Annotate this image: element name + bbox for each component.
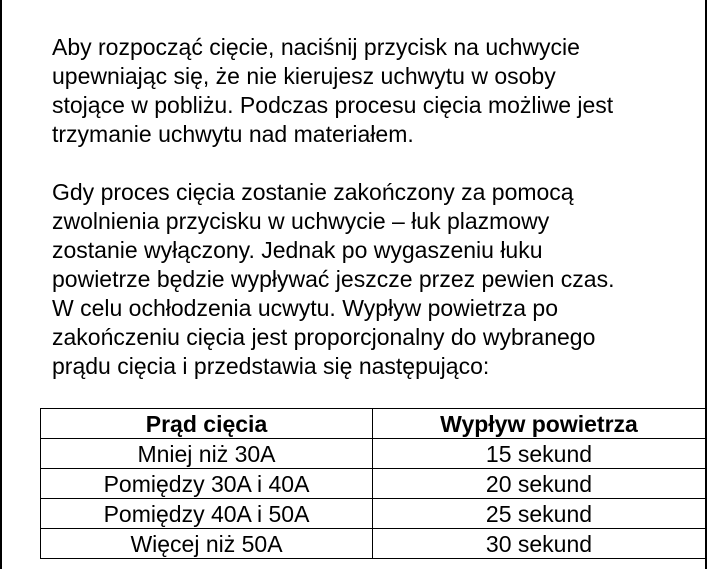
header-air-outflow: Wypływ powietrza	[373, 409, 706, 439]
air-outflow-table	[40, 408, 706, 559]
cell-current: Pomiędzy 40A i 50A	[41, 499, 373, 529]
paragraph-start-cutting: Aby rozpocząć cięcie, naciśnij przycisk na uchwycie upewniając się, że nie kierujesz uchwytu w osoby stojące w pobliżu. Podczas procesu cięcia możliwe jest trzymanie uchwytu nad materiałem.	[52, 34, 614, 147]
cell-current: Mniej niż 30A	[41, 439, 373, 469]
cell-current: Pomiędzy 30A i 40A	[41, 469, 373, 499]
air-outflow-table-wrap	[40, 408, 705, 559]
table-header-row	[41, 409, 706, 439]
cell-outflow: 20 sekund	[373, 469, 706, 499]
document-body	[52, 33, 692, 381]
cell-current: Więcej niż 50A	[41, 529, 373, 559]
header-cutting-current: Prąd cięcia	[41, 409, 373, 439]
table-row	[41, 529, 706, 559]
table-row	[41, 499, 706, 529]
cell-outflow: 15 sekund	[373, 439, 706, 469]
cell-outflow: 30 sekund	[373, 529, 706, 559]
table-row	[41, 469, 706, 499]
cell-outflow: 25 sekund	[373, 499, 706, 529]
paragraph-air-outflow: Gdy proces cięcia zostanie zakończony za pomocą zwolnienia przycisku w uchwycie – łuk plazmowy zostanie wyłączony. Jednak po wygaszeniu łuku powietrze będzie wypływać jeszcze przez pewien czas. W celu ochłodzenia ucwytu. Wypływ powietrza po zakończeniu cięcia jest proporcjonalny do wybranego prądu cięcia i przedstawia się następująco:	[52, 179, 615, 379]
table-row	[41, 439, 706, 469]
